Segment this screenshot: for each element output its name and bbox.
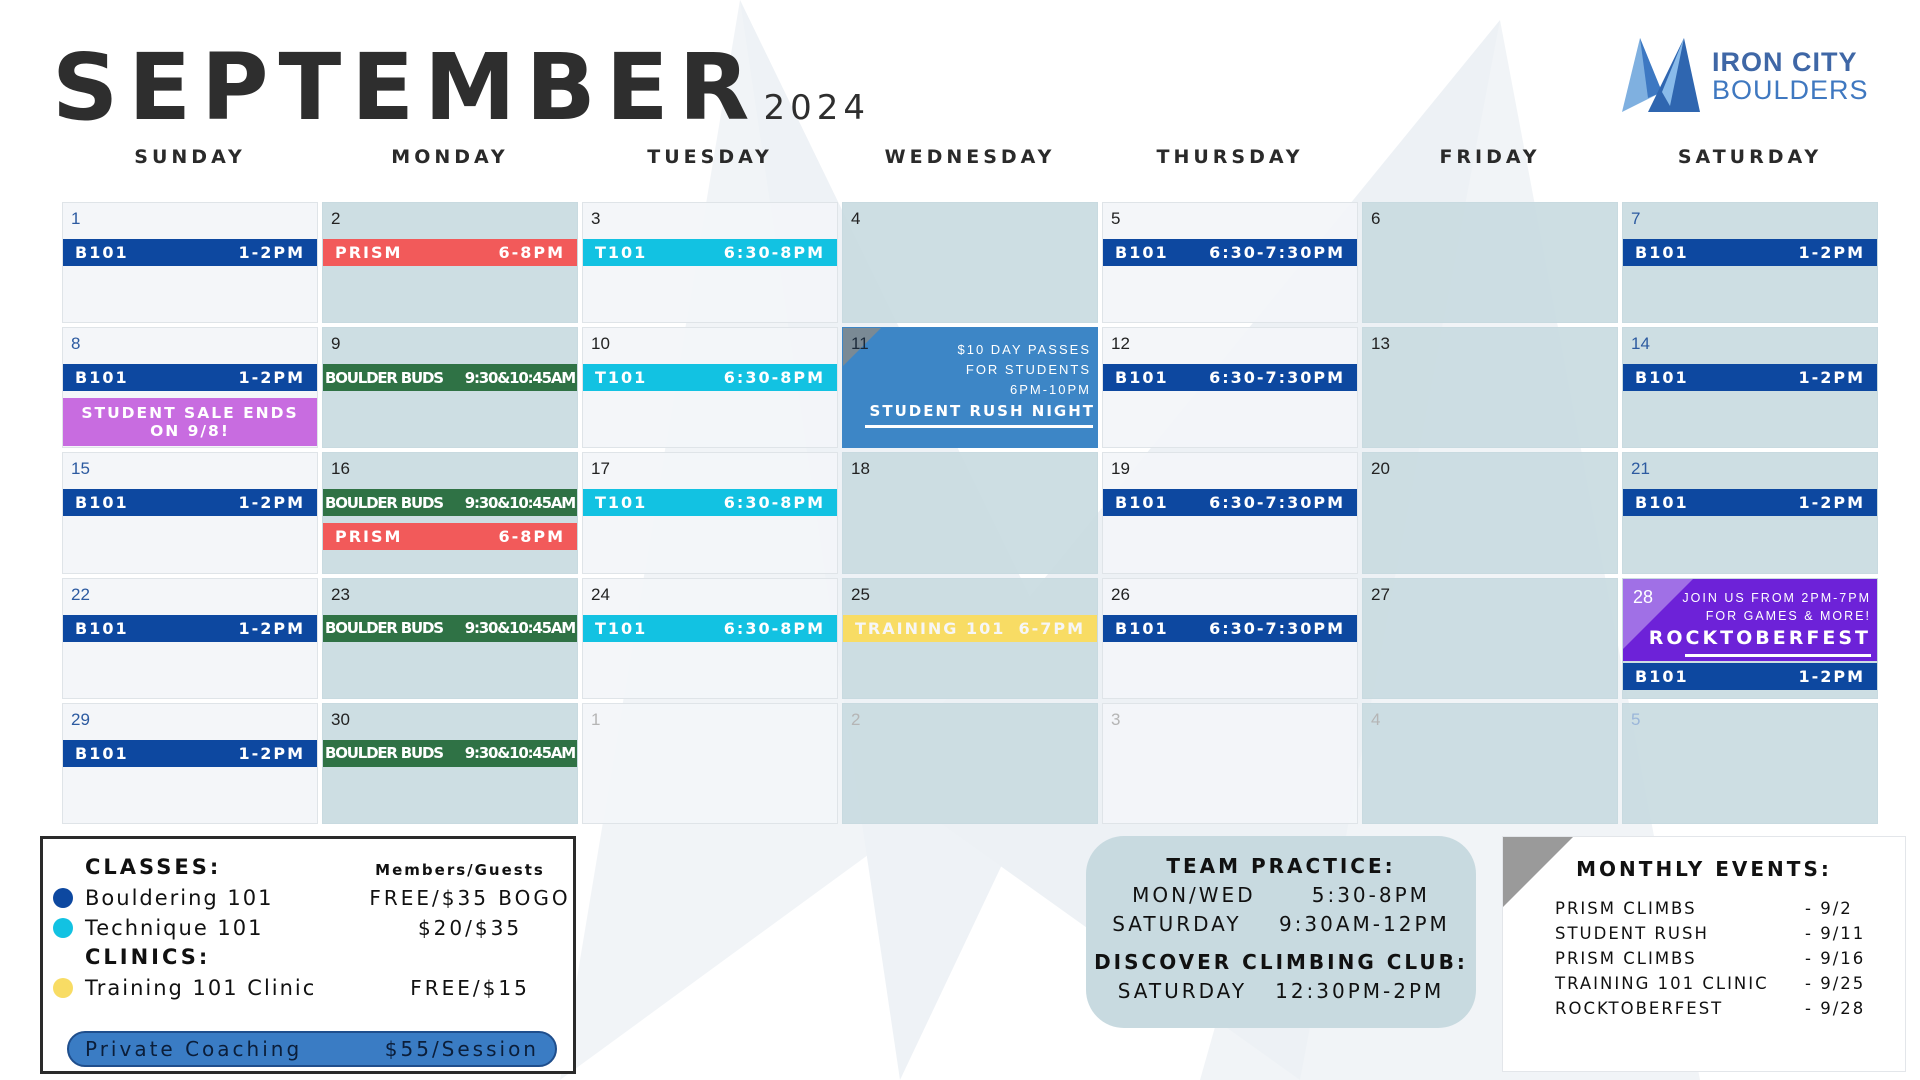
event-label: T101 (595, 618, 648, 638)
event-bar-t101[interactable] (583, 239, 837, 266)
event-bar-b101[interactable] (63, 489, 317, 516)
event-name: ROCKTOBERFEST (1555, 999, 1724, 1018)
event-label: B101 (75, 743, 129, 763)
event-label: B101 (1115, 618, 1169, 638)
event-label: TRAINING 101 (855, 618, 1006, 638)
clinic-name: Training 101 Clinic (85, 976, 317, 1000)
day-number: 27 (1371, 584, 1390, 604)
event-time: 1-2PM (1798, 243, 1865, 262)
team-practice-heading: TEAM PRACTICE: (1166, 854, 1396, 878)
event-bar-b101[interactable] (63, 615, 317, 642)
event-time: 1-2PM (1798, 368, 1865, 388)
day-number: 24 (591, 584, 610, 604)
day-cell[interactable] (62, 452, 318, 573)
clinic-price: FREE/$15 (410, 976, 530, 1000)
event-time: 1-2PM (238, 743, 305, 763)
weekday-header: SATURDAY (1677, 146, 1823, 168)
weekday-header: THURSDAY (1156, 146, 1304, 168)
monthly-event-row (1555, 999, 1885, 1021)
day-number: 28 (1633, 586, 1654, 607)
event-bar-b101[interactable] (1623, 364, 1877, 391)
day-number: 5 (1631, 709, 1641, 729)
day-number: 30 (331, 709, 350, 729)
student-rush-title: STUDENT RUSH NIGHT (869, 402, 1095, 421)
monthly-event-row (1555, 974, 1885, 996)
price-header: Members/Guests (375, 861, 545, 879)
event-bar-t101[interactable] (583, 615, 837, 642)
day-cell[interactable] (322, 327, 578, 448)
event-date: - 9/2 (1805, 899, 1853, 918)
sale-text: ON 9/8! (150, 422, 230, 441)
event-bar-t101[interactable] (583, 364, 837, 391)
logo-line2: BOULDERS (1712, 75, 1869, 105)
day-number: 4 (851, 209, 861, 228)
day-number: 4 (1371, 709, 1381, 729)
event-label: B101 (75, 368, 129, 388)
title-underline (1685, 654, 1871, 657)
event-bar-buds[interactable] (323, 740, 577, 767)
day-number: 25 (851, 584, 870, 604)
team-practice-weekday: MON/WED 5:30-8PM (1132, 883, 1430, 907)
coaching-price: $55/Session (384, 1037, 539, 1061)
monthly-event-row (1555, 899, 1885, 921)
day-number: 2 (331, 209, 341, 228)
event-label: BOULDER BUDS (325, 744, 443, 763)
event-label: B101 (1115, 368, 1169, 388)
day-cell[interactable] (322, 452, 578, 573)
day-number: 21 (1631, 459, 1650, 479)
event-name: STUDENT RUSH (1555, 924, 1709, 943)
day-cell[interactable] (1362, 202, 1618, 323)
coaching-label: Private Coaching (85, 1037, 303, 1061)
event-time: 6:30-7:30PM (1209, 618, 1345, 638)
training-101-dot (53, 978, 73, 998)
event-time: 1-2PM (238, 618, 305, 638)
event-label: B101 (75, 493, 129, 513)
class-row-technique (53, 913, 563, 943)
event-bar-b101[interactable] (63, 364, 317, 391)
event-label: B101 (1635, 368, 1689, 388)
rocktoberfest-detail: FOR GAMES & MORE! (1705, 608, 1871, 623)
event-bar-b101[interactable] (63, 239, 317, 266)
event-time: 6-7PM (1018, 618, 1085, 638)
event-label: T101 (595, 493, 648, 513)
event-bar-training[interactable] (843, 615, 1097, 642)
day-cell[interactable] (1362, 703, 1618, 824)
event-time: 6:30-8PM (723, 243, 825, 262)
event-time: 1-2PM (1798, 666, 1865, 686)
day-cell[interactable] (842, 327, 1098, 448)
event-bar-prism[interactable] (323, 523, 577, 550)
event-label: B101 (1635, 666, 1689, 686)
day-number: 7 (1631, 209, 1641, 228)
day-number: 1 (71, 209, 81, 228)
event-label: PRISM (335, 243, 403, 262)
day-cell[interactable] (1102, 578, 1358, 699)
day-number: 12 (1111, 334, 1130, 354)
day-number: 11 (851, 334, 869, 354)
event-time: 6:30-7:30PM (1209, 243, 1345, 262)
classes-heading: CLASSES: (85, 855, 222, 879)
climbing-club-heading: DISCOVER CLIMBING CLUB: (1094, 950, 1468, 974)
event-time: 1-2PM (238, 368, 305, 388)
weekday-header-row (60, 146, 1880, 176)
event-label: BOULDER BUDS (325, 619, 443, 638)
bouldering-101-dot (53, 888, 73, 908)
month-title: SEPTEMBER (52, 34, 760, 141)
event-bar-t101[interactable] (583, 489, 837, 516)
class-name: Bouldering 101 (85, 886, 274, 910)
day-number: 23 (331, 584, 350, 604)
day-cell[interactable] (1622, 703, 1878, 824)
event-time: 6:30-8PM (723, 618, 825, 638)
event-date: - 9/28 (1805, 999, 1866, 1018)
team-practice-saturday: SATURDAY 9:30AM-12PM (1112, 912, 1450, 936)
day-number: 8 (71, 334, 81, 354)
private-coaching-pill (67, 1031, 557, 1067)
day-cell[interactable] (1622, 578, 1878, 699)
event-name: PRISM CLIMBS (1555, 949, 1697, 968)
team-practice-box (1086, 836, 1476, 1028)
student-rush-detail: 6PM-10PM (1009, 382, 1091, 398)
event-time: 9:30&10:45AM (464, 368, 575, 387)
class-row-bouldering (53, 883, 571, 913)
day-cell[interactable] (1362, 452, 1618, 573)
event-time: 1-2PM (238, 493, 305, 513)
event-label: B101 (1115, 243, 1169, 262)
event-bar-buds[interactable] (323, 364, 577, 391)
event-date: - 9/25 (1805, 974, 1866, 993)
event-bar-b101[interactable] (63, 740, 317, 767)
day-number: 2 (851, 709, 861, 729)
event-time: 6-8PM (498, 243, 565, 262)
day-cell[interactable] (582, 452, 838, 573)
day-cell[interactable] (1102, 202, 1358, 323)
weekday-header: TUESDAY (647, 146, 773, 168)
student-rush-detail: FOR STUDENTS (965, 362, 1091, 378)
event-label: BOULDER BUDS (325, 368, 443, 387)
day-number: 17 (591, 459, 610, 479)
weekday-header: FRIDAY (1439, 146, 1541, 168)
event-bar-b101[interactable] (1103, 364, 1357, 391)
day-cell[interactable] (322, 578, 578, 699)
clinic-row-training (53, 973, 563, 1003)
class-name: Technique 101 (85, 916, 264, 940)
day-cell[interactable] (582, 578, 838, 699)
technique-101-dot (53, 918, 73, 938)
day-number: 16 (331, 459, 350, 479)
day-number: 29 (71, 709, 90, 729)
sale-text: STUDENT SALE ENDS (81, 403, 299, 422)
day-number: 6 (1371, 209, 1381, 228)
event-bar-b101[interactable] (1623, 489, 1877, 516)
title-underline (865, 425, 1093, 428)
event-label: PRISM (335, 527, 403, 547)
day-cell[interactable] (842, 703, 1098, 824)
monthly-events-heading: MONTHLY EVENTS: (1576, 857, 1832, 881)
event-label: B101 (1635, 493, 1689, 513)
iron-city-logo (1618, 36, 1869, 116)
event-time: 6:30-7:30PM (1209, 493, 1345, 513)
monthly-event-row (1555, 924, 1885, 946)
day-cell[interactable] (1102, 703, 1358, 824)
weekday-header: SUNDAY (134, 146, 246, 168)
monthly-events-box (1502, 836, 1906, 1072)
event-time: 9:30&10:45AM (464, 619, 575, 638)
rocktoberfest-detail: JOIN US FROM 2PM-7PM (1682, 590, 1871, 605)
day-cell[interactable] (322, 202, 578, 323)
event-date: - 9/16 (1805, 949, 1866, 968)
event-label: T101 (595, 243, 648, 262)
event-date: - 9/11 (1805, 924, 1866, 943)
day-number: 10 (591, 334, 610, 354)
day-cell[interactable] (322, 703, 578, 824)
rocktoberfest-banner (1623, 579, 1877, 661)
day-cell[interactable] (582, 202, 838, 323)
day-cell[interactable] (582, 703, 838, 824)
logo-line1: IRON CITY (1712, 46, 1858, 77)
year-title: 2024 (763, 88, 871, 128)
event-bar-b101[interactable] (1103, 239, 1357, 266)
day-number: 15 (71, 459, 90, 479)
day-cell[interactable] (1622, 452, 1878, 573)
day-cell[interactable] (842, 202, 1098, 323)
event-bar-buds[interactable] (323, 615, 577, 642)
day-number: 3 (1111, 709, 1121, 729)
day-number: 20 (1371, 459, 1390, 479)
event-label: B101 (75, 243, 129, 262)
day-number: 3 (591, 209, 601, 228)
day-number: 26 (1111, 584, 1130, 604)
day-number: 13 (1371, 334, 1390, 354)
day-cell[interactable] (1102, 327, 1358, 448)
event-time: 6-8PM (498, 527, 565, 547)
rocktoberfest-title: ROCKTOBERFEST (1648, 626, 1871, 649)
classes-legend-box (40, 836, 576, 1074)
event-time: 9:30&10:45AM (464, 744, 575, 763)
event-bar-sale[interactable] (63, 398, 317, 446)
event-time: 1-2PM (1798, 493, 1865, 513)
day-number: 19 (1111, 459, 1130, 479)
student-rush-detail: $10 DAY PASSES (957, 342, 1091, 358)
mountain-peaks-icon (1618, 36, 1704, 116)
day-cell[interactable] (1622, 202, 1878, 323)
event-bar-b101[interactable] (1103, 489, 1357, 516)
event-time: 6:30-7:30PM (1209, 368, 1345, 388)
day-number: 14 (1631, 334, 1650, 354)
day-number: 1 (591, 709, 601, 729)
event-label: BOULDER BUDS (325, 493, 443, 512)
weekday-header: WEDNESDAY (884, 146, 1056, 168)
event-bar-prism[interactable] (323, 239, 577, 266)
day-cell[interactable] (1362, 327, 1618, 448)
monthly-event-row (1555, 949, 1885, 971)
day-cell[interactable] (842, 578, 1098, 699)
event-time: 1-2PM (238, 243, 305, 262)
event-name: PRISM CLIMBS (1555, 899, 1697, 918)
day-number: 18 (851, 459, 870, 479)
event-label: B101 (1115, 493, 1169, 513)
day-number: 22 (71, 584, 90, 604)
event-label: B101 (75, 618, 129, 638)
event-bar-b101[interactable] (1103, 615, 1357, 642)
event-time: 6:30-8PM (723, 368, 825, 388)
event-bar-buds[interactable] (323, 489, 577, 516)
weekday-header: MONDAY (391, 146, 509, 168)
day-cell[interactable] (62, 202, 318, 323)
event-time: 9:30&10:45AM (464, 493, 575, 512)
event-label: T101 (595, 368, 648, 388)
calendar-grid (60, 200, 1880, 826)
day-cell[interactable] (1102, 452, 1358, 573)
day-number: 9 (331, 334, 341, 354)
event-label: B101 (1635, 243, 1689, 262)
climbing-club-time: SATURDAY 12:30PM-2PM (1117, 979, 1445, 1003)
day-cell[interactable] (62, 578, 318, 699)
calendar-title (52, 34, 871, 141)
day-cell[interactable] (1622, 327, 1878, 448)
event-time: 6:30-8PM (723, 493, 825, 513)
day-cell[interactable] (582, 327, 838, 448)
class-price: FREE/$35 BOGO (369, 886, 571, 910)
day-cell[interactable] (842, 452, 1098, 573)
day-cell[interactable] (1362, 578, 1618, 699)
day-cell[interactable] (62, 327, 318, 448)
event-name: TRAINING 101 CLINIC (1555, 974, 1769, 993)
day-cell[interactable] (62, 703, 318, 824)
class-price: $20/$35 (417, 916, 523, 940)
event-bar-b101[interactable] (1623, 663, 1877, 690)
day-number: 5 (1111, 209, 1121, 228)
clinics-heading: CLINICS: (85, 945, 211, 969)
event-bar-b101[interactable] (1623, 239, 1877, 266)
